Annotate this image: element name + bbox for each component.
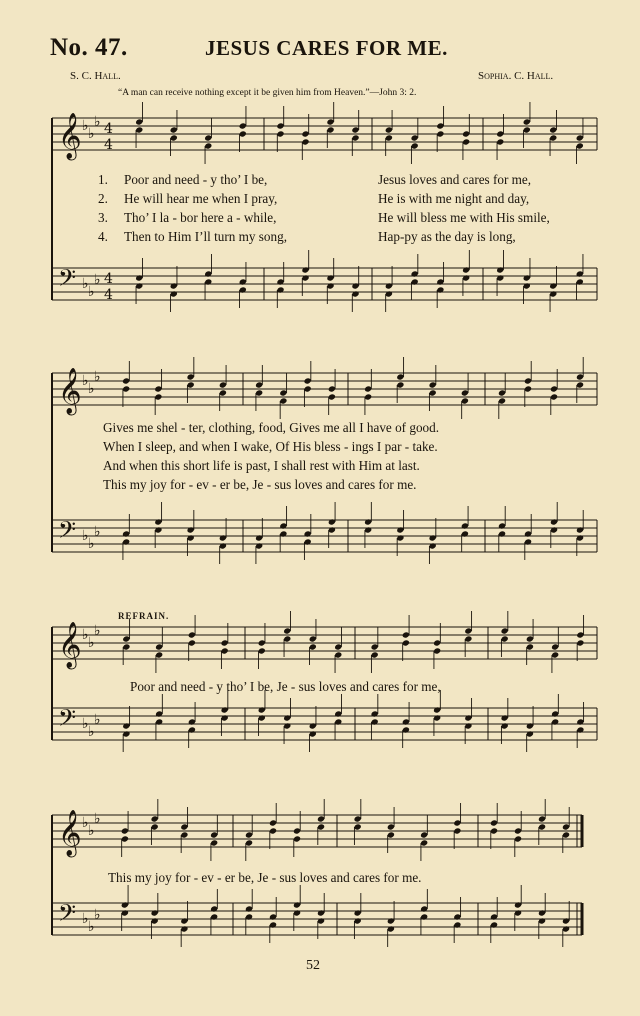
system-1-treble-clef-icon: 𝄞 — [58, 113, 82, 159]
system-3-bass-clef-icon: 𝄢 — [58, 704, 77, 737]
composer-credit: Sophia. C. Hall. — [478, 70, 554, 82]
verse-2-line: He will hear me when I pray, — [124, 191, 278, 206]
system-3-treble-clef-icon: 𝄞 — [58, 622, 82, 668]
system-4-key-flat-icon: ♭ — [82, 815, 89, 831]
system-4-treble-clef-icon: 𝄞 — [58, 810, 82, 856]
verse-1-line-cont: Jesus loves and cares for me, — [378, 172, 532, 187]
system-2-key-flat-icon: ♭ — [82, 373, 89, 389]
verse-2-line-cont: He is with me night and day, — [378, 191, 530, 206]
svg-text:♭: ♭ — [94, 811, 101, 827]
refrain-line-2: This my joy for - ev - er be, Je - sus loves and cares for me. — [108, 870, 422, 885]
system2-line-1: Gives me shel - ter, clothing, food, Gives me all I have of good. — [103, 420, 440, 435]
svg-text:♭: ♭ — [88, 126, 95, 142]
svg-text:♭: ♭ — [94, 114, 101, 130]
svg-text:♭: ♭ — [88, 724, 95, 740]
refrain-line-1: Poor and need - y tho’ I be, Je - sus loves and cares for me, — [130, 679, 441, 694]
svg-text:♭: ♭ — [94, 907, 101, 923]
system2-line-4: This my joy for - ev - er be, Je - sus loves and cares for me. — [103, 477, 417, 492]
verse-1-number: 1. — [98, 172, 108, 187]
svg-text:♭: ♭ — [82, 528, 89, 544]
system-1-key-flat-icon: ♭ — [82, 118, 89, 134]
verse-4-line-cont: Hap-py as the day is long, — [378, 229, 516, 244]
system2-line-3: And when this short life is past, I shall rest with Him at last. — [103, 458, 420, 473]
system2-line-2: When I sleep, and when I wake, Of His bless - ings I par - take. — [103, 439, 438, 454]
system-1-bass-clef-icon: 𝄢 — [58, 264, 77, 297]
svg-text:♭: ♭ — [88, 823, 95, 839]
svg-text:♭: ♭ — [94, 712, 101, 728]
svg-text:4: 4 — [104, 271, 113, 287]
hymn-number: No. 47. — [50, 34, 128, 61]
svg-text:♭: ♭ — [88, 284, 95, 300]
svg-text:♭: ♭ — [88, 919, 95, 935]
svg-text:4: 4 — [104, 137, 113, 153]
verse-1-line: Poor and need - y tho’ I be, — [124, 172, 268, 187]
svg-text:♭: ♭ — [94, 369, 101, 385]
verse-3-line-cont: He will bless me with His smile, — [378, 210, 550, 225]
verse-3-number: 3. — [98, 210, 108, 225]
scripture-epigraph: “A man can receive nothing except it be given him from Heaven.”—John 3: 2. — [118, 88, 417, 98]
svg-text:♭: ♭ — [82, 911, 89, 927]
svg-text:♭: ♭ — [82, 276, 89, 292]
time-signature-top: 4 — [104, 121, 113, 137]
svg-text:♭: ♭ — [88, 536, 95, 552]
lyricist-credit: S. C. Hall. — [70, 70, 121, 82]
svg-text:♭: ♭ — [82, 716, 89, 732]
svg-text:4: 4 — [104, 287, 113, 303]
verse-3-line: Tho’ I la - bor here a - while, — [124, 210, 277, 225]
svg-text:♭: ♭ — [94, 272, 101, 288]
system-2-bass-clef-icon: 𝄢 — [58, 516, 77, 549]
system-4-bass-clef-icon: 𝄢 — [58, 899, 77, 932]
verse-4-number: 4. — [98, 229, 108, 244]
svg-text:♭: ♭ — [94, 524, 101, 540]
verse-2-number: 2. — [98, 191, 108, 206]
svg-text:♭: ♭ — [88, 381, 95, 397]
svg-text:♭: ♭ — [94, 623, 101, 639]
svg-text:♭: ♭ — [88, 635, 95, 651]
hymn-title: JESUS CARES FOR ME. — [205, 36, 448, 60]
system-2-treble-clef-icon: 𝄞 — [58, 368, 82, 414]
page-number: 52 — [306, 958, 320, 973]
verse-4-line: Then to Him I’ll turn my song, — [124, 229, 287, 244]
refrain-label: REFRAIN. — [118, 611, 170, 621]
system-3-key-flat-icon: ♭ — [82, 627, 89, 643]
